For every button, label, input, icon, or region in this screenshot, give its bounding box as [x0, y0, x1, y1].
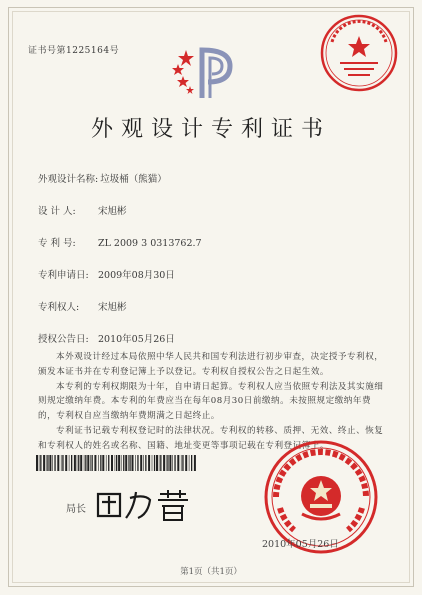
barcode-bar — [57, 455, 59, 471]
barcode-bar — [148, 455, 150, 471]
barcode-bar — [174, 455, 175, 471]
barcode-bar — [102, 455, 104, 471]
field-label: 设 计 人: — [38, 206, 76, 217]
field-patent-no — [38, 235, 202, 249]
field-design-name — [38, 171, 167, 185]
barcode-bar — [47, 455, 48, 471]
barcode-bar — [125, 455, 127, 471]
barcode-bar — [167, 455, 168, 471]
barcode-bar — [54, 455, 55, 471]
barcode-bar — [62, 455, 63, 471]
barcode-bar — [98, 455, 99, 471]
barcode-bar — [163, 455, 165, 471]
paragraph: 本专利的专利权期限为十年，自申请日起算。专利权人应当依照专利法及其实施细则规定缴纳年费。本专利的年费应当在每年08月30日前缴纳。未按照规定缴纳年费的，专利权自应当缴纳年费期满之日起终止。 — [38, 381, 384, 422]
field-label: 专 利 号: — [38, 238, 76, 249]
barcode-bar — [65, 455, 67, 471]
barcode-bar — [36, 455, 38, 471]
barcode-bar — [100, 455, 101, 471]
field-value: 2010年05月26日 — [98, 334, 175, 345]
barcode-bar — [166, 455, 167, 471]
barcode-bar — [71, 455, 72, 471]
barcode-bar — [106, 455, 107, 471]
barcode-bar — [181, 455, 182, 471]
barcode-bar — [43, 455, 45, 471]
barcode-bar — [159, 455, 160, 471]
barcode-bar — [194, 455, 196, 471]
barcode-bar — [115, 455, 116, 471]
barcode-bar — [145, 455, 146, 471]
barcode-bar — [152, 455, 153, 471]
field-value: ZL 2009 3 0313762.7 — [98, 238, 202, 249]
barcode-bar — [77, 455, 78, 471]
field-value: 宋旭彬 — [98, 206, 127, 217]
barcode-bar — [137, 455, 138, 471]
barcode-bar — [92, 455, 93, 471]
barcode-bar — [182, 455, 183, 471]
field-value: 垃圾桶（熊猫） — [100, 174, 167, 185]
barcode-bar — [80, 455, 82, 471]
barcode-bar — [69, 455, 70, 471]
field-designer — [38, 203, 127, 217]
field-label: 专利权人: — [38, 302, 80, 313]
barcode-bar — [85, 455, 86, 471]
patent-office-emblem-icon — [172, 44, 238, 100]
barcode-bar — [154, 455, 155, 471]
field-patentee — [38, 299, 127, 313]
field-label: 外观设计名称: — [38, 174, 99, 185]
barcode-bar — [177, 455, 179, 471]
barcode-bar — [84, 455, 85, 471]
barcode-bar — [90, 455, 91, 471]
barcode-bar — [46, 455, 47, 471]
field-label: 授权公告日: — [38, 334, 89, 345]
certificate-number: 证书号第1225164号 — [28, 46, 120, 56]
barcode-bar — [189, 455, 190, 471]
barcode-bar — [94, 455, 96, 471]
barcode-bar — [40, 455, 41, 471]
barcode — [36, 455, 196, 471]
barcode-bar — [118, 455, 120, 471]
barcode-bar — [52, 455, 53, 471]
field-grant-date — [38, 331, 175, 345]
barcode-bar — [135, 455, 136, 471]
barcode-bar — [172, 455, 173, 471]
barcode-bar — [129, 455, 130, 471]
field-value: 2009年08月30日 — [98, 270, 175, 281]
paragraph: 本外观设计经过本局依照中华人民共和国专利法进行初步审查，决定授予专利权，颁发本证书并在专利登记簿上予以登记。专利权自授权公告之日起生效。 — [38, 352, 384, 377]
barcode-bar — [116, 455, 117, 471]
barcode-bar — [74, 455, 76, 471]
paragraph: 专利证书记载专利权登记时的法律状况。专利权的转移、质押、无效、终止、恢复和专利权人的姓名或名称、国籍、地址变更等事项记载在专利登记簿上。 — [38, 425, 384, 451]
barcode-bar — [121, 455, 122, 471]
issue-date: 2010年05月26日 — [262, 539, 339, 550]
barcode-bar — [185, 455, 187, 471]
field-filing-date — [38, 267, 175, 281]
barcode-bar — [128, 455, 129, 471]
barcode-bar — [61, 455, 62, 471]
director-signature — [90, 484, 200, 524]
barcode-bar — [140, 455, 142, 471]
barcode-bar — [123, 455, 124, 471]
barcode-bar — [87, 455, 89, 471]
field-label: 专利申请日: — [38, 270, 89, 281]
barcode-bar — [111, 455, 113, 471]
barcode-bar — [191, 455, 192, 471]
agency-seal-top — [318, 12, 400, 94]
page-title: 外观设计专利证书 — [90, 117, 331, 142]
barcode-bar — [143, 455, 144, 471]
barcode-bar — [169, 455, 171, 471]
director-label: 局长 — [66, 504, 86, 515]
page-footer: 第1页（共1页） — [180, 567, 242, 577]
barcode-bar — [132, 455, 134, 471]
barcode-bar — [49, 455, 51, 471]
barcode-bar — [39, 455, 40, 471]
field-value: 宋旭彬 — [98, 302, 127, 313]
barcode-bar — [108, 455, 109, 471]
barcode-bar — [78, 455, 79, 471]
barcode-bar — [160, 455, 161, 471]
barcode-bar — [156, 455, 158, 471]
